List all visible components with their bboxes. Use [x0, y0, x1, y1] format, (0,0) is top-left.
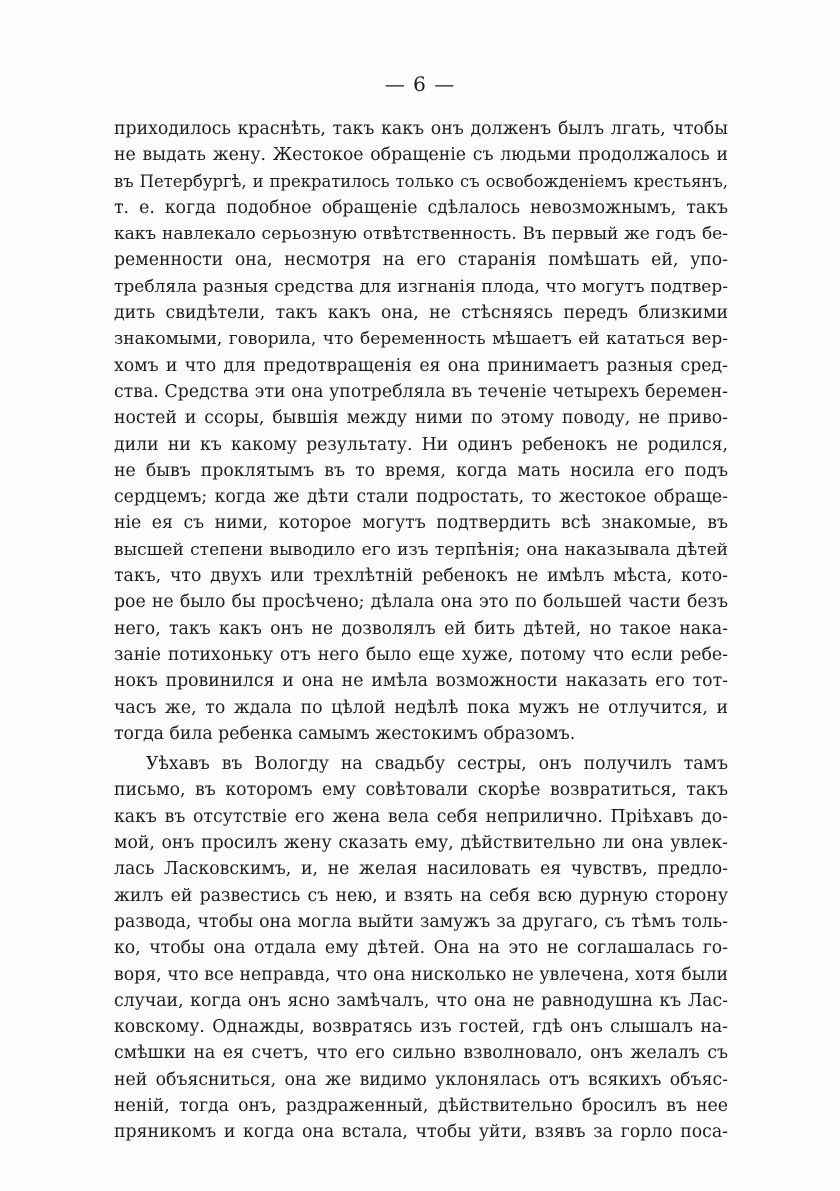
paragraph-2 — [114, 751, 728, 1145]
text-line: дили ни къ какому результату. Ни одинъ ребенокъ не родился, — [114, 434, 728, 455]
text-line: жилъ ей развестись съ нею, и взять на себя всю дурную сторону — [114, 885, 728, 906]
text-line: не выдать жену. Жестокое обращеніе съ людьми продолжалось и — [114, 145, 728, 166]
text-line: какъ въ отсутствіе его жена вела себя неприлично. Пріѣхавъ до- — [114, 806, 728, 827]
paragraph-1 — [114, 116, 728, 747]
text-line: рое не было бы просѣчено; дѣлала она это по большей части безъ — [114, 592, 728, 613]
text-line: какъ навлекало серьозную отвѣтственность. Въ первый же годъ бе- — [114, 224, 728, 245]
text-line: ковскому. Однажды, возвратясь изъ гостей, гдѣ онъ слышалъ на- — [114, 1017, 728, 1038]
text-line: знакомыми, говорила, что беременность мѣшаетъ ей кататься вер- — [114, 329, 728, 350]
text-line: въ Петербургѣ, и прекратилось только съ освобожденіемъ крестьянъ, — [114, 171, 728, 191]
text-line: воря, что все неправда, что она нисколько не увлечена, хотя были — [114, 964, 728, 985]
text-line: неній, тогда онъ, раздраженный, дѣйствительно бросилъ въ нее — [114, 1095, 728, 1116]
text-line: высшей степени выводило его изъ терпѣнія; она наказывала дѣтей — [114, 539, 728, 560]
text-line: ней объясниться, она же видимо уклонялась отъ всякихъ объяс- — [114, 1069, 728, 1090]
text-line: лась Ласковскимъ, и, не желая насиловать ея чувствъ, предло- — [114, 859, 728, 880]
text-line: часъ же, то ждала по цѣлой недѣлѣ пока мужъ не отлучится, и — [114, 697, 728, 718]
text-line: пряникомъ и когда она встала, чтобы уйти, взявъ за горло поса- — [114, 1122, 728, 1143]
text-line: сердцемъ; когда же дѣти стали подростать, то жестокое обраще- — [114, 487, 728, 508]
text-line: тогда била ребенка самымъ жестокимъ образомъ. — [114, 723, 576, 744]
text-line: смѣшки на ея счетъ, что его сильно взволновало, онъ желалъ съ — [114, 1043, 728, 1064]
text-line: ностей и ссоры, бывшія между ними по этому поводу, не приво- — [114, 408, 728, 429]
text-line: Уѣхавъ въ Вологду на свадьбу сестры, онъ получилъ тамъ — [146, 754, 728, 775]
text-line: хомъ и что для предотвращенія ея она принимаетъ разныя сред- — [114, 355, 728, 376]
text-line: развода, чтобы она могла выйти замужъ за другаго, съ тѣмъ толь- — [114, 911, 728, 932]
text-line: него, такъ какъ онъ не дозволялъ ей бить дѣтей, но такое нака- — [114, 618, 728, 639]
text-line: требляла разныя средства для изгнанія плода, что могутъ подтвер- — [114, 276, 728, 297]
text-line: ства. Средства эти она употребляла въ теченіе четырехъ беремен- — [114, 381, 728, 402]
body-text — [114, 116, 728, 1146]
text-line: не бывъ проклятымъ въ то время, когда мать носила его подъ — [114, 460, 728, 481]
text-line: дить свидѣтели, такъ какъ она, не стѣсняясь передъ близкими — [114, 303, 728, 324]
text-line: мой, онъ просилъ жену сказать ему, дѣйствительно ли она увлек- — [114, 833, 728, 854]
text-line: т. е. когда подобное обращеніе сдѣлалось невозможнымъ, такъ — [114, 197, 728, 218]
text-line: ко, чтобы она отдала ему дѣтей. Она на это не соглашалась го- — [114, 938, 728, 959]
text-line: нокъ провинился и она не имѣла возможности наказать его тот- — [114, 671, 728, 692]
text-line: письмо, въ которомъ ему совѣтовали скорѣе возвратиться, такъ — [114, 780, 728, 801]
text-line: приходилось краснѣть, такъ какъ онъ долженъ былъ лгать, чтобы — [114, 119, 728, 139]
text-line: заніе потихоньку отъ него было еще хуже, потому что если ребе- — [114, 644, 728, 665]
text-line: ніе ея съ ними, которое могутъ подтвердить всѣ знакомые, въ — [114, 513, 728, 534]
page-number: — 6 — — [384, 72, 456, 96]
text-line: такъ, что двухъ или трехлѣтній ребенокъ не имѣлъ мѣста, кото- — [114, 566, 728, 587]
text-line: ременности она, несмотря на его старанія помѣшать ей, упо- — [114, 250, 728, 271]
text-line: случаи, когда онъ ясно замѣчалъ, что она не равнодушна къ Лас- — [114, 990, 728, 1011]
